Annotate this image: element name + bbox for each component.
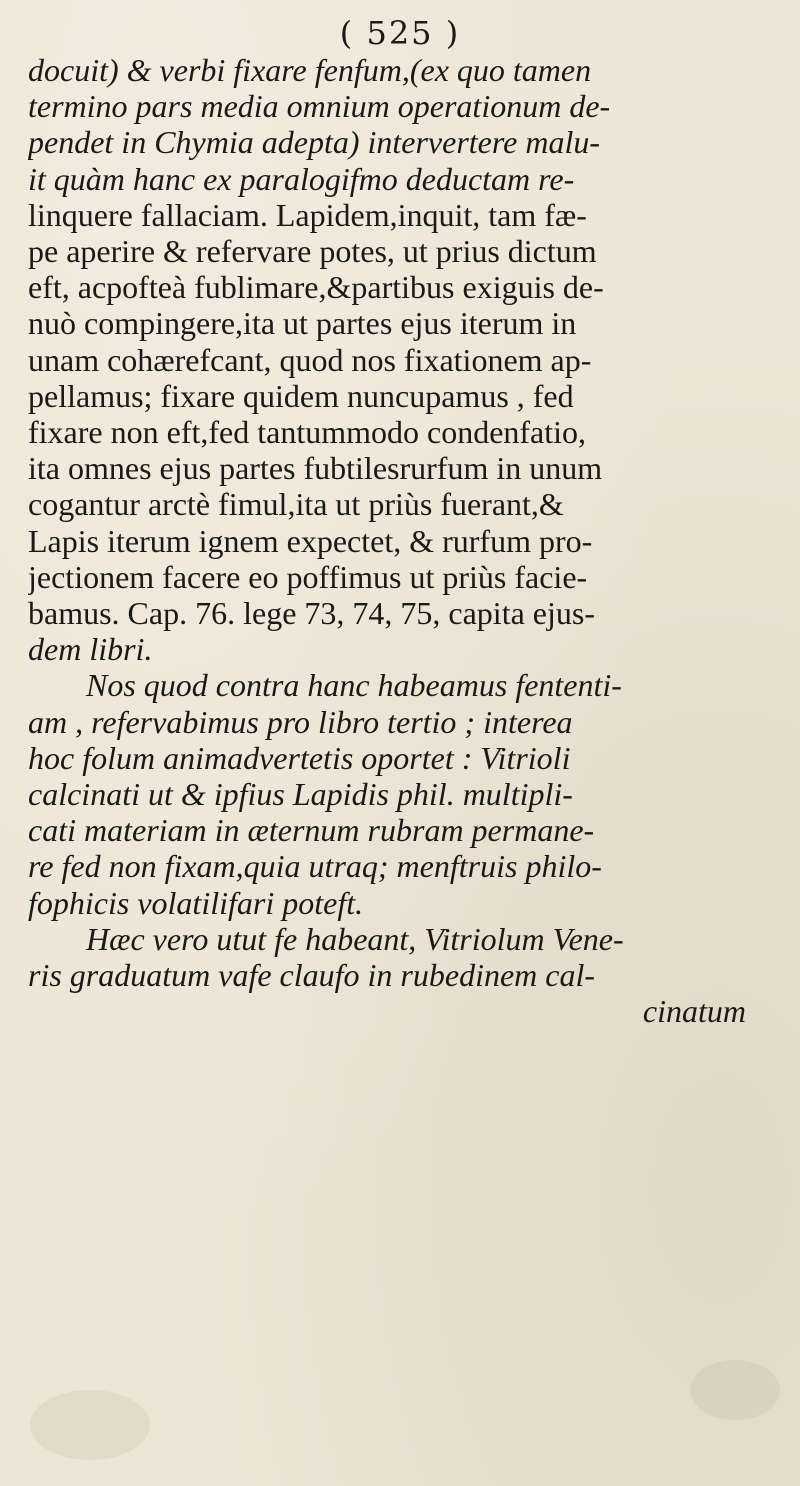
text-line: eft, acpofteà fublimare,&partibus exiguis de- [28, 269, 604, 306]
text-line: cogantur arctè fimul,ita ut priùs fuerant,& [28, 486, 564, 523]
paper-stain [30, 1390, 150, 1460]
text-line: termino pars media omnium operationum de- [28, 88, 611, 125]
text-line: fixare non eft,fed tantummodo condenfatio, [28, 414, 587, 451]
text-line: fophicis volatilifari poteft. [28, 884, 364, 921]
text-line: it quàm hanc ex paralogifmo deductam re- [28, 160, 575, 197]
text-line: Lapis iterum ignem expectet, & rurfum pro- [28, 522, 593, 559]
text-line: nuò compingere,ita ut partes ejus iterum in [28, 305, 577, 342]
text-line: docuit) & verbi fixare fenfum,(ex quo tamen [28, 52, 592, 88]
paper-stain [690, 1360, 780, 1420]
text-line: jectionem facere eo poffimus ut priùs facie- [28, 558, 588, 595]
text-line: ita omnes ejus partes fubtilesrurfum in unum [28, 450, 603, 487]
text-line: cati materiam in æternum rubram permane- [28, 812, 595, 849]
text-line: unam cohærefcant, quod nos fixationem ap- [28, 341, 592, 378]
text-line: pe aperire & refervare potes, ut prius dictum [28, 233, 597, 270]
text-line: ris graduatum vafe claufo in rubedinem cal- [28, 957, 596, 994]
text-line: pendet in Chymia adepta) intervertere malu- [28, 124, 600, 161]
text-line: dem libri. [28, 631, 153, 668]
paragraph [28, 667, 788, 920]
text-line: re fed non fixam,quia utraq; menftruis philo- [28, 848, 602, 885]
body-text [28, 52, 788, 1029]
text-line: hoc folum animadvertetis oportet : Vitrioli [28, 739, 571, 776]
paragraph [28, 921, 788, 1030]
text-line: cinatum [642, 993, 746, 1030]
text-line: am , refervabimus pro libro tertio ; interea [28, 703, 573, 740]
text-line: bamus. Cap. 76. lege 73, 74, 75, capita ejus- [28, 595, 595, 632]
page-number: ( 525 ) [339, 14, 461, 52]
text-line: linquere fallaciam. Lapidem,inquit, tam fæ- [28, 196, 587, 233]
text-line: pellamus; fixare quidem nuncupamus , fed [28, 377, 574, 414]
text-line: Hæc vero utut fe habeant, Vitriolum Vene- [86, 920, 624, 957]
text-line: Nos quod contra hanc habeamus fententi- [86, 667, 622, 704]
paragraph [28, 52, 788, 667]
text-line: calcinati ut & ipfius Lapidis phil. multipli- [28, 776, 573, 813]
